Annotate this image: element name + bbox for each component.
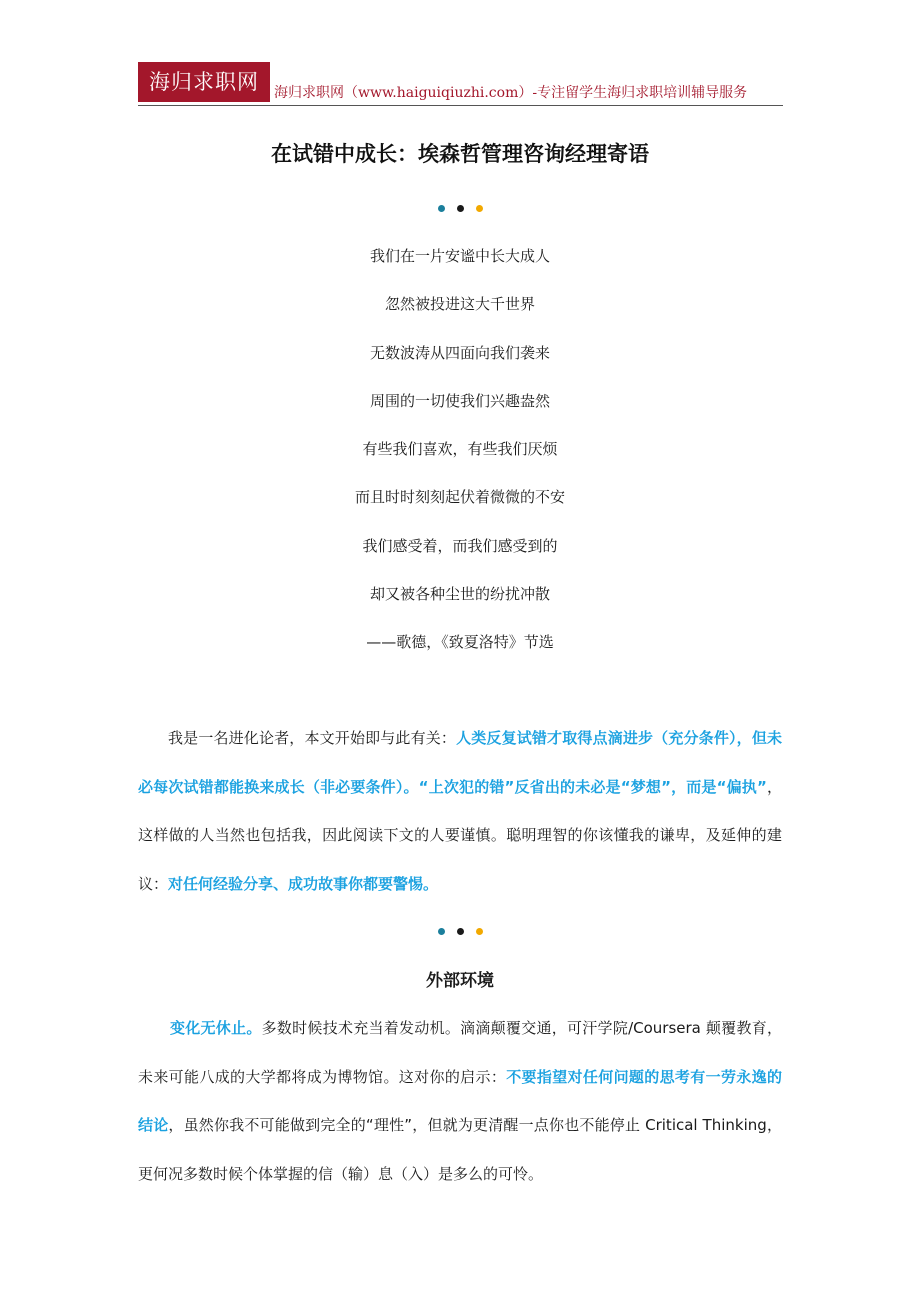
environment-highlight: 变化无休止。 (170, 1019, 262, 1037)
poem-line: 忽然被投进这大千世界 (384, 295, 535, 314)
poem-line: 我们在一片安谧中长大成人 (369, 247, 550, 265)
separator-dot-black (457, 928, 464, 935)
section-heading: 外部环境 (426, 971, 494, 991)
intro-paragraph (138, 714, 782, 908)
separator-dot-orange (476, 928, 483, 935)
site-header (138, 62, 783, 106)
environment-text: ，虽然你我不可能做到完全的“理性”，但就为更清醒一点你也不能停止 Critical Thinking，更何况多数时候个体掌握的信（输）息（入）是多么的可怜。 (138, 1116, 782, 1183)
site-logo[interactable]: 海归求职网 (138, 62, 270, 102)
separator-dot-teal (438, 928, 445, 935)
poem-line: 周围的一切使我们兴趣盎然 (369, 391, 550, 410)
environment-text: 多数时候技术充当着发动机。滴滴颠覆交通，可汗学院/Coursera 颠覆教育，未来可能八成的大学都将成为博物馆。这对你的启示： (138, 1019, 782, 1086)
environment-paragraph (138, 1004, 782, 1198)
poem-line: 却又被各种尘世的纷扰冲散 (369, 585, 550, 604)
article-title: 在试错中成长：埃森哲管理咨询经理寄语 (271, 141, 649, 166)
poem-line: 有些我们喜欢，有些我们厌烦 (362, 440, 558, 459)
separator-dot-orange (476, 205, 483, 212)
dot-separator (0, 205, 920, 212)
intro-highlight: 对任何经验分享、成功故事你都要警惕。 (168, 874, 439, 893)
dot-separator (0, 928, 920, 935)
header-tagline: 海归求职网（www.haiguiqiuzhi.com）-专注留学生海归求职培训辅导服务 (274, 85, 748, 101)
header-divider (138, 105, 783, 106)
poem-block (0, 244, 920, 679)
poem-line: 而且时时刻刻起伏着微微的不安 (354, 488, 565, 507)
poem-attribution: ——歌德，《致夏洛特》节选 (366, 633, 554, 652)
intro-text: ，这样做的人当然也包括我，因此阅读下文的人要谨慎。聪明理智的你该懂我的谦卑，及延伸的建议： (138, 777, 782, 893)
separator-dot-teal (438, 205, 445, 212)
intro-highlight: 人类反复试错才取得点滴进步（充分条件），但未必每次试错都能换来成长（非必要条件）。“上次犯的错”反省出的未必是“梦想”，而是“偏执” (138, 729, 782, 796)
intro-text: 我是一名进化论者，本文开始即与此有关： (168, 729, 457, 747)
environment-highlight: 不要指望对任何问题的思考有一劳永逸的结论 (138, 1067, 782, 1135)
poem-line: 我们感受着，而我们感受到的 (362, 536, 558, 555)
separator-dot-black (457, 205, 464, 212)
poem-line: 无数波涛从四面向我们袭来 (369, 343, 550, 362)
